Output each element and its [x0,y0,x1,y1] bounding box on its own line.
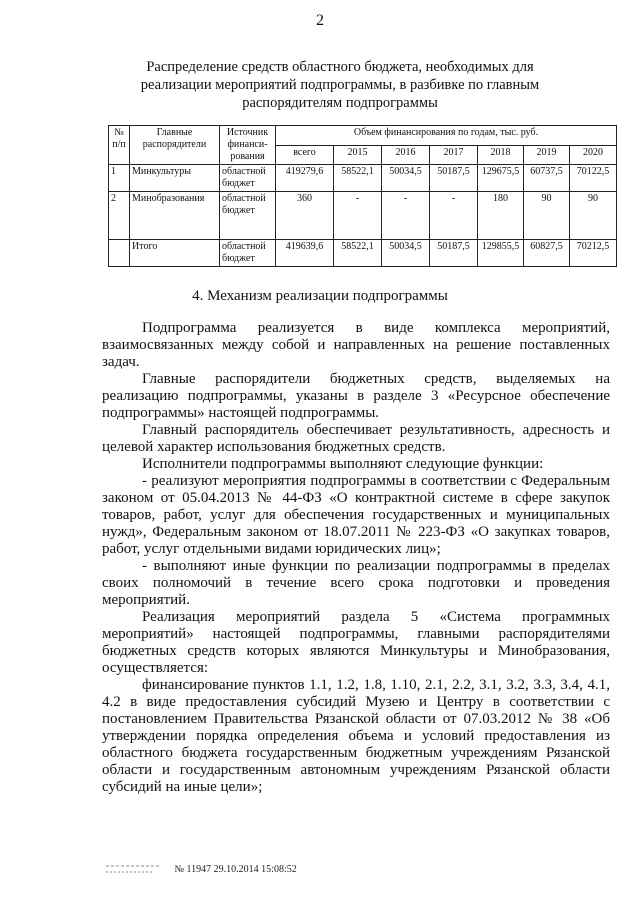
cell-name: Минобразования [130,192,220,240]
table-row [109,192,617,240]
paragraph: - выполняют иные функции по реализации подпрограммы в пределах своих полномочий в течение всего срока подготовки и проведения мероприятий. [102,558,610,608]
cell-value: 129855,5 [478,240,524,267]
cell-value: 50187,5 [430,165,478,192]
cell-total: 419279,6 [276,165,334,192]
financing-table [108,125,617,267]
cell-value: 90 [524,192,570,240]
header-source: Источник финанси-рования [220,126,276,165]
header-num: № п/п [109,126,130,165]
cell-value: - [382,192,430,240]
cell-value: - [334,192,382,240]
cell-value: 50034,5 [382,240,430,267]
header-year: 2020 [570,145,617,165]
cell-source: областной бюджет [220,192,276,240]
header-year: 2015 [334,145,382,165]
cell-num [109,240,130,267]
cell-name: Минкультуры [130,165,220,192]
cell-source: областной бюджет [220,165,276,192]
page-number: 2 [316,12,324,29]
cell-value: - [430,192,478,240]
table-title: Распределение средств областного бюджета, необходимых для реализации мероприятий подпрограммы, в разбивке по главным распорядителям подпрограммы [140,59,540,111]
paragraph: Реализация мероприятий раздела 5 «Система программных мероприятий» настоящей подпрограммы, главными распорядителями бюджетных средств которых являются Минкультуры и Минобразования, осуществляется: [102,609,610,676]
cell-value: 129675,5 [478,165,524,192]
paragraph: Подпрограмма реализуется в виде комплекса мероприятий, взаимосвязанных между собой и направленных на решение поставленных задач. [102,320,610,370]
cell-value: 60737,5 [524,165,570,192]
paragraph: Исполнители подпрограммы выполняют следующие функции: [142,456,544,472]
header-year: 2016 [382,145,430,165]
paragraph: Главные распорядители бюджетных средств, выделяемых на реализацию подпрограммы, указаны в разделе 3 «Ресурсное обеспечение подпрограммы» настоящей подпрограммы. [102,371,610,421]
cell-source: областной бюджет [220,240,276,267]
header-year: 2018 [478,145,524,165]
header-volume: Объем финансирования по годам, тыс. руб. [276,126,617,146]
cell-num: 1 [109,165,130,192]
body-text [102,320,610,796]
registration-number: № 11947 29.10.2014 15:08:52 [174,863,297,875]
cell-value: 60827,5 [524,240,570,267]
table-row [109,165,617,192]
cell-num: 2 [109,192,130,240]
paragraph: Главный распорядитель обеспечивает результативность, адресность и целевой характер использования бюджетных средств. [102,422,610,455]
cell-value: 70212,5 [570,240,617,267]
header-managers: Главные распорядители [130,126,220,165]
cell-value: 50187,5 [430,240,478,267]
section-title: 4. Механизм реализации подпрограммы [192,288,448,304]
footer [104,862,297,876]
cell-total: 360 [276,192,334,240]
cell-value: 58522,1 [334,240,382,267]
header-year: 2019 [524,145,570,165]
cell-value: 50034,5 [382,165,430,192]
table-header-row [109,126,617,146]
cell-value: 180 [478,192,524,240]
paragraph: финансирование пунктов 1.1, 1.2, 1.8, 1.10, 2.1, 2.2, 3.1, 3.2, 3.3, 3.4, 4.1, 4.2 в виде предоставления субсидий Музею и Центру в соответствии с постановлением Правительства Рязанской области от 07.03.2012 № 38 «Об утверждении порядка определения объема и условий предоставления из областного бюджета государственным бюджетным учреждениям Рязанской области и государственным автономным учреждениям Рязанской области субсидий на иные цели»; [102,677,610,795]
cell-name: Итого [130,240,220,267]
table-row-total [109,240,617,267]
stamp-icon [104,862,164,876]
paragraph: - реализуют мероприятия подпрограммы в соответствии с Федеральным законом от 05.04.2013 № 44-ФЗ «О контрактной системе в сфере закупок товаров, работ, услуг для обеспечения государственных и муниципальных нужд», Федеральным законом от 18.07.2011 № 223-ФЗ «О закупках товаров, работ, услуг отдельными видами юридических лиц»; [102,473,610,557]
cell-value: 58522,1 [334,165,382,192]
header-year: 2017 [430,145,478,165]
cell-value: 90 [570,192,617,240]
header-total: всего [276,145,334,165]
cell-value: 70122,5 [570,165,617,192]
cell-total: 419639,6 [276,240,334,267]
